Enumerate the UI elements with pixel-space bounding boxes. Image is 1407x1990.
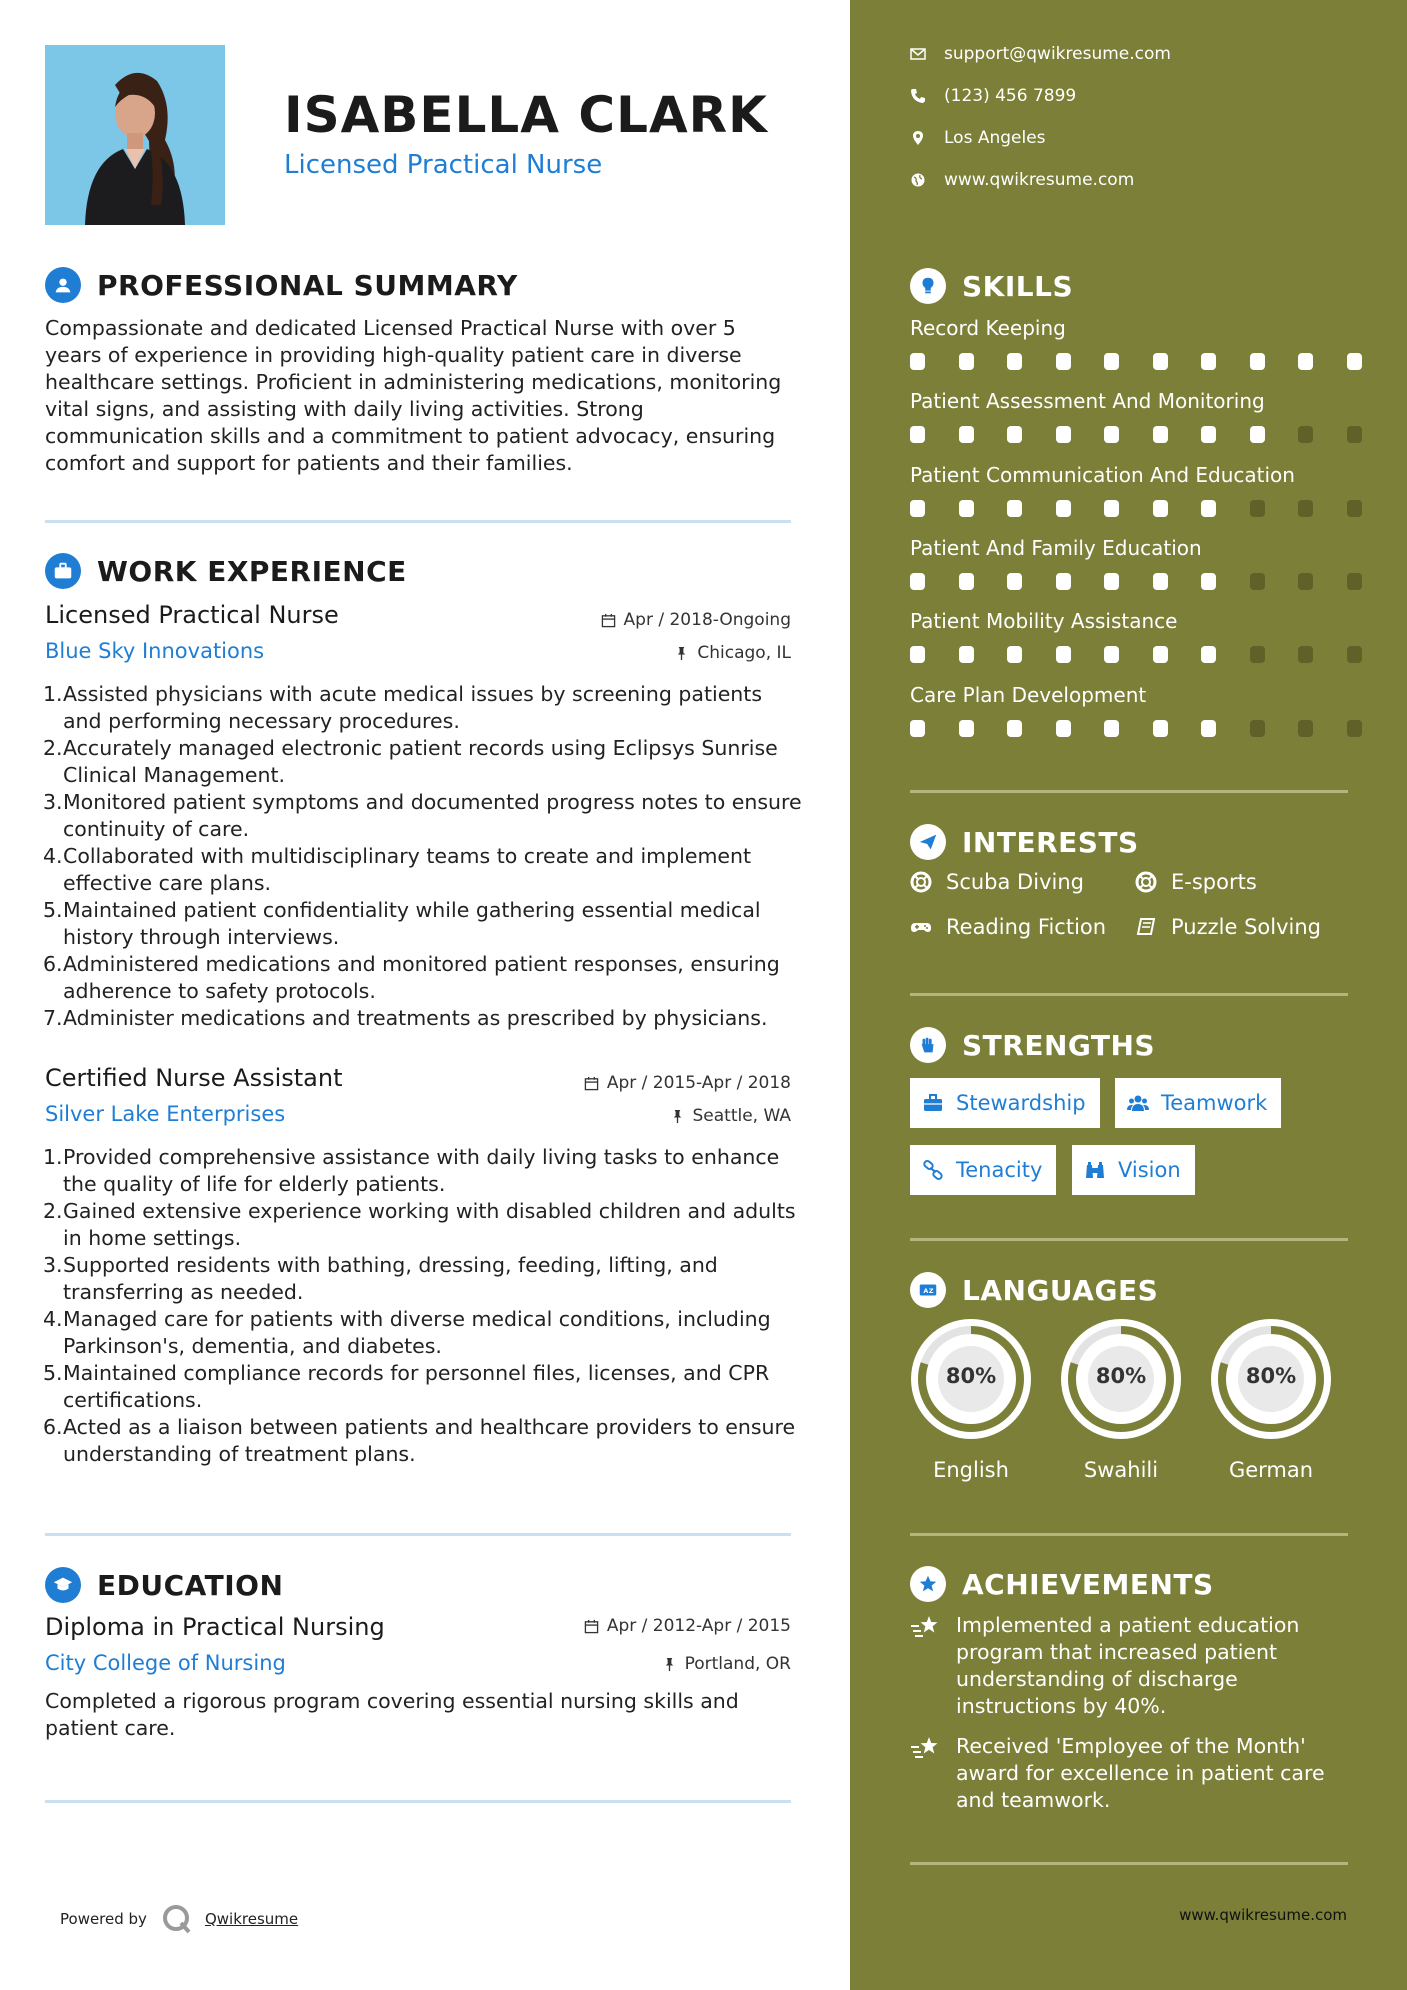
- rating-dot-filled: [1104, 720, 1119, 737]
- book-icon: [1135, 916, 1157, 938]
- rating-dot-filled: [1056, 573, 1071, 590]
- strength-chip: Teamwork: [1115, 1078, 1281, 1128]
- job-dates: [601, 610, 791, 630]
- globe-icon: [910, 172, 926, 188]
- phone-icon: [910, 88, 926, 104]
- rating-dot-filled: [1104, 426, 1119, 443]
- skill-rating: [910, 573, 1395, 590]
- rating-dot-empty: [1347, 720, 1362, 737]
- svg-text:Z: Z: [928, 1287, 934, 1296]
- summary-text: Compassionate and dedicated Licensed Practical Nurse with over 5 years of experience in providing high-quality patient care in diverse healthcare settings. Proficient in administering medications, monitoring vital signs, and assisting with daily living activities. Strong communication skills and a commitment to patient advocacy, ensuring comfort and support for patients and their families.: [45, 316, 782, 475]
- rating-dot-empty: [1298, 720, 1313, 737]
- rating-dot-filled: [1153, 573, 1168, 590]
- powered-by: [60, 1903, 298, 1935]
- paper-plane-icon: [910, 824, 946, 860]
- candidate-name: ISABELLA CLARK: [284, 86, 768, 144]
- rating-dot-empty: [1347, 500, 1362, 517]
- qwikresume-logo: [161, 1903, 193, 1935]
- skill-label: Patient And Family Education: [910, 536, 1202, 560]
- job-company: Blue Sky Innovations: [45, 639, 265, 663]
- language-item: [1060, 1318, 1182, 1482]
- list-item: 5. Maintained compliance records for personnel files, licenses, and CPR certifications.: [43, 1361, 770, 1412]
- rating-dot-filled: [1104, 646, 1119, 663]
- rating-dot-filled: [1298, 353, 1313, 370]
- rating-dot-filled: [959, 573, 974, 590]
- divider: [45, 1533, 791, 1536]
- map-marker-icon: [910, 130, 926, 146]
- rating-dot-filled: [1007, 353, 1022, 370]
- rating-dot-filled: [1104, 500, 1119, 517]
- rating-dot-filled: [1056, 720, 1071, 737]
- fist-icon: [910, 1027, 946, 1063]
- rating-dot-filled: [959, 646, 974, 663]
- degree-title: Diploma in Practical Nursing: [45, 1613, 385, 1641]
- job-location-text: Chicago, IL: [697, 643, 791, 663]
- divider: [910, 1238, 1348, 1241]
- rating-dot-empty: [1347, 573, 1362, 590]
- skill-rating: [910, 353, 1395, 370]
- list-item: 4. Collaborated with multidisciplinary teams to create and implement effective care plans.: [43, 844, 752, 895]
- language-item: [1210, 1318, 1332, 1482]
- strengths-heading: [910, 1027, 1155, 1063]
- briefcase-icon: [45, 553, 81, 589]
- language-item: [910, 1318, 1032, 1482]
- shooting-star-icon: [910, 1614, 940, 1640]
- translate-icon: [910, 1272, 946, 1308]
- pin-icon: [670, 1109, 685, 1124]
- school-name: City College of Nursing: [45, 1651, 286, 1675]
- list-item: 2. Gained extensive experience working with disabled children and adults in home settings.: [43, 1199, 796, 1250]
- language-name: English: [933, 1458, 1009, 1482]
- strength-chip: Tenacity: [910, 1145, 1056, 1195]
- rating-dot-filled: [1153, 426, 1168, 443]
- rating-dot-filled: [1007, 426, 1022, 443]
- list-item: 7. Administer medications and treatments as prescribed by physicians.: [43, 1006, 768, 1030]
- divider: [910, 1533, 1348, 1536]
- list-item: 1. Assisted physicians with acute medical issues by screening patients and performing necessary procedures.: [43, 682, 763, 733]
- job-title: Licensed Practical Nurse: [45, 601, 339, 629]
- lifebuoy-icon: [1135, 871, 1157, 893]
- language-name: Swahili: [1083, 1458, 1159, 1482]
- language-percent: 80%: [1095, 1364, 1147, 1388]
- rating-dot-empty: [1298, 500, 1313, 517]
- skills-title: SKILLS: [962, 269, 1074, 303]
- rating-dot-filled: [959, 353, 974, 370]
- skill-label: Patient Mobility Assistance: [910, 609, 1178, 633]
- calendar-icon: [584, 1076, 599, 1091]
- rating-dot-filled: [910, 720, 925, 737]
- skill-label: Record Keeping: [910, 316, 1066, 340]
- rating-dot-filled: [1056, 500, 1071, 517]
- rating-dot-empty: [1250, 500, 1265, 517]
- interest-item: E-sports: [1135, 870, 1257, 894]
- experience-title: WORK EXPERIENCE: [97, 554, 407, 588]
- candidate-role: Licensed Practical Nurse: [284, 150, 603, 180]
- rating-dot-filled: [910, 353, 925, 370]
- rating-dot-filled: [1056, 646, 1071, 663]
- list-item: 2. Accurately managed electronic patient records using Eclipsys Sunrise Clinical Management.: [43, 736, 778, 787]
- rating-dot-filled: [1201, 353, 1216, 370]
- job-location: [670, 1106, 792, 1126]
- rating-dot-filled: [1153, 353, 1168, 370]
- rating-dot-filled: [1201, 720, 1216, 737]
- job-duties-list: [45, 1144, 805, 1468]
- divider: [910, 993, 1348, 996]
- rating-dot-filled: [1250, 353, 1265, 370]
- link-icon: [922, 1159, 944, 1181]
- rating-dot-filled: [959, 720, 974, 737]
- achievement-item: Implemented a patient education program that increased patient understanding of discharge instructions by 40%.: [910, 1612, 1350, 1720]
- rating-dot-filled: [1153, 646, 1168, 663]
- list-item: 5. Maintained patient confidentiality while gathering essential medical history through interviews.: [43, 898, 761, 949]
- education-text: Completed a rigorous program covering essential nursing skills and patient care.: [45, 1689, 739, 1740]
- rating-dot-filled: [959, 426, 974, 443]
- rating-dot-filled: [1201, 426, 1216, 443]
- rating-dot-empty: [1347, 646, 1362, 663]
- rating-dot-empty: [1298, 426, 1313, 443]
- rating-dot-filled: [910, 500, 925, 517]
- list-item: 1. Provided comprehensive assistance with daily living tasks to enhance the quality of life for elderly patients.: [43, 1145, 780, 1196]
- job-location-text: Seattle, WA: [692, 1106, 791, 1126]
- strength-chip: Vision: [1072, 1145, 1195, 1195]
- rating-dot-filled: [1153, 720, 1168, 737]
- rating-dot-filled: [1007, 646, 1022, 663]
- graduation-icon: [45, 1567, 81, 1603]
- rating-dot-empty: [1298, 646, 1313, 663]
- job-location: [674, 643, 791, 663]
- rating-dot-filled: [1056, 426, 1071, 443]
- rating-dot-filled: [910, 573, 925, 590]
- divider: [910, 1862, 1348, 1865]
- rating-dot-empty: [1250, 573, 1265, 590]
- rating-dot-filled: [1104, 353, 1119, 370]
- qwikresume-link[interactable]: Qwikresume: [204, 1910, 299, 1928]
- skill-label: Patient Communication And Education: [910, 463, 1295, 487]
- job-dates-text: Apr / 2015-Apr / 2018: [606, 1073, 791, 1093]
- lightbulb-icon: [910, 268, 946, 304]
- skill-rating: [910, 426, 1395, 443]
- achievements-title: ACHIEVEMENTS: [962, 1567, 1214, 1601]
- sidebar: [850, 0, 1407, 1990]
- rating-dot-filled: [1007, 500, 1022, 517]
- summary-title: PROFESSIONAL SUMMARY: [97, 268, 518, 302]
- shooting-star-icon: [910, 1735, 940, 1761]
- interests-title: INTERESTS: [962, 825, 1139, 859]
- rating-dot-empty: [1250, 646, 1265, 663]
- languages-title: LANGUAGES: [962, 1273, 1159, 1307]
- rating-dot-filled: [1201, 573, 1216, 590]
- rating-dot-empty: [1250, 720, 1265, 737]
- profile-photo: [45, 45, 225, 225]
- job-duties-list: [45, 681, 805, 1032]
- rating-dot-filled: [1153, 500, 1168, 517]
- divider: [45, 1800, 791, 1803]
- skill-label: Patient Assessment And Monitoring: [910, 389, 1265, 413]
- rating-dot-filled: [1007, 720, 1022, 737]
- language-percent: 80%: [945, 1364, 997, 1388]
- list-item: 3. Supported residents with bathing, dressing, feeding, lifting, and transferring as needed.: [43, 1253, 718, 1304]
- svg-text:A: A: [923, 1287, 929, 1296]
- binoculars-icon: [1084, 1159, 1106, 1181]
- calendar-icon: [584, 1619, 599, 1634]
- contact-website[interactable]: www.qwikresume.com: [910, 170, 1134, 190]
- rating-dot-filled: [1104, 573, 1119, 590]
- job-company: Silver Lake Enterprises: [45, 1102, 286, 1126]
- achievements-heading: [910, 1566, 1214, 1602]
- rating-dot-filled: [910, 426, 925, 443]
- list-item: 3. Monitored patient symptoms and documented progress notes to ensure continuity of care.: [43, 790, 802, 841]
- interest-item: Reading Fiction: [910, 915, 1106, 939]
- footer-url[interactable]: www.qwikresume.com: [1179, 1906, 1347, 1924]
- pin-icon: [662, 1657, 677, 1672]
- rating-dot-filled: [1201, 500, 1216, 517]
- list-item: 4. Managed care for patients with diverse medical conditions, including Parkinson's, dementia, and diabetes.: [43, 1307, 771, 1358]
- list-item: 6. Acted as a liaison between patients and healthcare providers to ensure understanding of treatment plans.: [43, 1415, 796, 1466]
- calendar-icon: [601, 613, 616, 628]
- rating-dot-filled: [1056, 353, 1071, 370]
- job-title: Certified Nurse Assistant: [45, 1064, 343, 1092]
- skill-label: Care Plan Development: [910, 683, 1147, 707]
- languages-heading: [910, 1272, 1158, 1308]
- user-icon: [45, 267, 81, 303]
- divider: [910, 790, 1348, 793]
- pin-icon: [674, 646, 689, 661]
- education-dates-text: Apr / 2012-Apr / 2015: [606, 1616, 791, 1636]
- job-dates: [584, 1073, 791, 1093]
- language-percent: 80%: [1245, 1364, 1297, 1388]
- interests-heading: [910, 824, 1139, 860]
- list-item: 6. Administered medications and monitored patient responses, ensuring adherence to safety protocols.: [43, 952, 780, 1003]
- rating-dot-filled: [1347, 353, 1362, 370]
- language-name: German: [1228, 1458, 1314, 1482]
- skills-heading: [910, 268, 1073, 304]
- star-badge-icon: [910, 1566, 946, 1602]
- briefcase-icon: [922, 1092, 944, 1114]
- divider: [45, 520, 791, 523]
- lifebuoy-icon: [910, 871, 932, 893]
- education-location: [662, 1654, 791, 1674]
- strength-chip: Stewardship: [910, 1078, 1100, 1128]
- gamepad-icon: [910, 916, 932, 938]
- rating-dot-empty: [1298, 573, 1313, 590]
- interest-item: Scuba Diving: [910, 870, 1084, 894]
- experience-heading: [45, 553, 407, 589]
- education-heading: [45, 1567, 283, 1603]
- summary-heading: [45, 267, 518, 303]
- strengths-title: STRENGTHS: [962, 1028, 1156, 1062]
- rating-dot-filled: [1007, 573, 1022, 590]
- education-location-text: Portland, OR: [684, 1654, 791, 1674]
- contact-phone[interactable]: (123) 456 7899: [910, 86, 1076, 106]
- rating-dot-filled: [910, 646, 925, 663]
- job-dates-text: Apr / 2018-Ongoing: [623, 610, 791, 630]
- rating-dot-empty: [1347, 426, 1362, 443]
- envelope-icon: [910, 46, 926, 62]
- achievement-item: Received 'Employee of the Month' award for excellence in patient care and teamwork.: [910, 1733, 1350, 1814]
- skill-rating: [910, 500, 1395, 517]
- interest-item: Puzzle Solving: [1135, 915, 1321, 939]
- users-icon: [1127, 1092, 1149, 1114]
- powered-by-label: Powered by: [60, 1910, 147, 1928]
- contact-email[interactable]: support@qwikresume.com: [910, 44, 1171, 64]
- contact-location: Los Angeles: [910, 128, 1046, 148]
- education-title: EDUCATION: [97, 1568, 284, 1602]
- rating-dot-filled: [959, 500, 974, 517]
- education-dates: [584, 1616, 791, 1636]
- skill-rating: [910, 646, 1395, 663]
- rating-dot-filled: [1250, 426, 1265, 443]
- skill-rating: [910, 720, 1395, 737]
- rating-dot-filled: [1201, 646, 1216, 663]
